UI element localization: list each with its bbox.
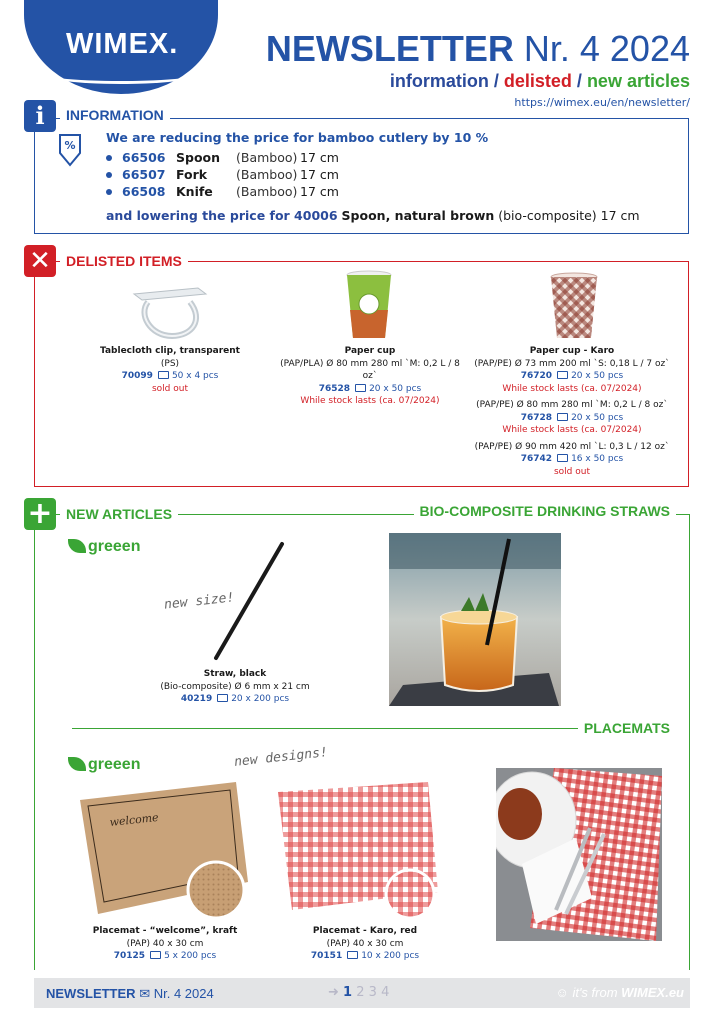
delisted-item-paper-cup <box>280 345 460 408</box>
package-icon <box>347 951 358 959</box>
page-navigation <box>328 985 389 1000</box>
footer-title <box>46 986 214 1002</box>
leaf-icon <box>68 539 86 553</box>
lower-name: Spoon, natural brown <box>341 208 495 223</box>
item-title: Paper cup - Karo <box>529 346 615 356</box>
paper-cup-image <box>344 270 394 340</box>
item-note: While stock lasts (ca. 07/2024) <box>502 425 642 435</box>
envelope-icon: ✉ <box>139 986 151 1001</box>
product-code: 66506 <box>122 150 166 165</box>
product-name: Spoon <box>176 150 221 165</box>
lower-prefix: and lowering the price for 40006 <box>106 208 338 223</box>
delisted-label: DELISTED ITEMS <box>60 253 188 269</box>
item-material: (Bio-composite) Ø 6 mm x 21 cm <box>160 681 310 692</box>
price-row <box>106 150 339 165</box>
title-bold: NEWSLETTER <box>265 28 514 69</box>
package-icon <box>150 951 161 959</box>
plus-icon: + <box>24 498 56 530</box>
bullet <box>106 155 112 161</box>
new-articles-frame <box>689 514 690 970</box>
package-icon <box>557 413 568 421</box>
smile-icon: ☺ <box>555 985 569 1000</box>
placemat-welcome-image <box>76 782 250 920</box>
delisted-item-karo-cup <box>474 345 670 478</box>
new-articles-label: NEW ARTICLES <box>60 506 178 522</box>
item-code: 70099 <box>121 371 153 381</box>
item-material: (PAP) 40 x 30 cm <box>126 938 204 949</box>
placemats-heading: PLACEMATS <box>578 720 676 736</box>
newsletter-url[interactable]: https://wimex.eu/en/newsletter/ <box>514 96 690 109</box>
subtitle-info: information <box>389 71 489 91</box>
newsletter-title <box>266 28 690 70</box>
new-articles-frame <box>34 514 35 970</box>
product-material: (Bamboo) <box>236 150 298 165</box>
item-pack: 10 x 200 pcs <box>361 951 420 961</box>
item-material: (PAP) 40 x 30 cm <box>326 938 404 949</box>
item-pack: 20 x 50 pcs <box>571 412 624 423</box>
product-size: 17 cm <box>300 167 339 182</box>
package-icon <box>158 371 169 379</box>
handwritten-note: new size! <box>163 590 236 613</box>
greeen-logo: greeen <box>68 538 140 556</box>
subtitle-sep: / <box>488 71 504 91</box>
package-icon <box>355 384 366 392</box>
bullet <box>106 172 112 178</box>
info-headline: We are reducing the price for bamboo cutlery by 10 % <box>106 130 489 145</box>
handwritten-note: new designs! <box>233 745 329 770</box>
new-item-straw <box>160 668 310 706</box>
placemat-table-photo <box>496 768 662 941</box>
item-note: sold out <box>151 383 188 394</box>
leaf-icon <box>68 757 86 771</box>
item-code: 76742 <box>520 454 553 464</box>
subtitle-sep: / <box>571 71 587 91</box>
placemats-divider <box>72 728 592 729</box>
information-label: INFORMATION <box>60 107 170 123</box>
item-code: 76728 <box>520 412 553 423</box>
footer-issue: Nr. 4 2024 <box>153 986 214 1001</box>
package-icon <box>217 694 228 702</box>
lower-suffix: (bio-composite) 17 cm <box>498 208 640 223</box>
item-title: Straw, black <box>203 669 267 679</box>
item-code: 40219 <box>180 694 213 704</box>
slogan-prefix: it's from <box>572 985 618 1000</box>
item-pack: 20 x 200 pcs <box>231 694 290 704</box>
page-2[interactable]: 2 <box>356 985 365 1000</box>
item-note: While stock lasts (ca. 07/2024) <box>300 396 440 406</box>
iced-tea-photo <box>389 533 561 706</box>
tablecloth-clip-image <box>128 280 212 342</box>
price-row <box>106 167 339 182</box>
item-spec: (PAP/PE) Ø 80 mm 280 ml `M: 0,2 L / 8 oz` <box>476 400 668 410</box>
item-title: Placemat - “welcome”, kraft <box>92 926 238 936</box>
item-note: While stock lasts (ca. 07/2024) <box>502 383 642 394</box>
product-size: 17 cm <box>300 184 339 199</box>
bullet <box>106 189 112 195</box>
subtitle-delisted: delisted <box>503 71 572 91</box>
item-pack: 20 x 50 pcs <box>571 371 624 381</box>
item-spec: (PAP/PE) Ø 90 mm 420 ml `L: 0,3 L / 12 oz` <box>474 441 670 452</box>
placemat-karo-image <box>278 782 450 920</box>
product-size: 17 cm <box>300 150 339 165</box>
item-code: 76720 <box>520 371 553 381</box>
package-icon <box>557 454 568 462</box>
straws-heading: BIO-COMPOSITE DRINKING STRAWS <box>414 503 676 519</box>
greeen-logo: greeen <box>68 756 140 774</box>
item-code: 70151 <box>310 951 343 961</box>
page-4[interactable]: 4 <box>381 985 390 1000</box>
product-code: 66507 <box>122 167 166 182</box>
item-pack: 20 x 50 pcs <box>369 383 422 394</box>
item-code: 70125 <box>113 951 146 961</box>
item-pack: 16 x 50 pcs <box>571 454 624 464</box>
percent-down-icon <box>56 133 84 167</box>
page-1[interactable]: 1 <box>343 985 353 1000</box>
item-material: (PS) <box>160 358 180 369</box>
subtitle-new: new articles <box>586 71 690 91</box>
item-code: 76528 <box>318 383 351 394</box>
footer-newsletter: NEWSLETTER <box>46 986 136 1001</box>
x-icon: ✕ <box>24 245 56 277</box>
item-pack: 50 x 4 pcs <box>171 371 219 381</box>
item-material: (PAP/PLA) Ø 80 mm 280 ml `M: 0,2 L / 8 oz` <box>280 358 460 381</box>
product-material: (Bamboo) <box>236 184 298 199</box>
info-lower-line <box>106 208 640 223</box>
svg-text:%: % <box>64 139 76 152</box>
new-item-placemat-karo <box>290 925 440 963</box>
footer-slogan <box>556 985 684 1000</box>
item-title: Paper cup <box>344 346 396 356</box>
placemat-print-text: welcome <box>108 810 160 829</box>
product-material: (Bamboo) <box>236 167 298 182</box>
product-name: Knife <box>176 184 213 199</box>
item-title: Tablecloth clip, transparent <box>100 346 240 356</box>
title-issue: Nr. 4 2024 <box>523 28 690 69</box>
item-note: sold out <box>553 466 590 477</box>
newsletter-subtitle <box>390 71 690 92</box>
delisted-item-clip <box>90 345 250 395</box>
straw-image <box>208 540 288 664</box>
product-code: 66508 <box>122 184 166 199</box>
logo-swoosh <box>36 60 206 84</box>
item-spec: (PAP/PE) Ø 73 mm 200 ml `S: 0,18 L / 7 oz` <box>474 358 670 369</box>
karo-cup-image <box>548 272 600 340</box>
product-name: Fork <box>176 167 208 182</box>
wimex-logo: WIMEX. <box>66 28 179 60</box>
info-icon: i <box>24 100 56 132</box>
slogan-brand: WIMEX.eu <box>621 985 684 1000</box>
price-row <box>106 184 339 199</box>
arrow-right-icon: ➜ <box>328 985 339 1000</box>
item-title: Placemat - Karo, red <box>312 926 418 936</box>
package-icon <box>557 371 568 379</box>
new-item-placemat-welcome <box>90 925 240 963</box>
item-pack: 5 x 200 pcs <box>164 951 217 961</box>
page-3[interactable]: 3 <box>368 985 377 1000</box>
